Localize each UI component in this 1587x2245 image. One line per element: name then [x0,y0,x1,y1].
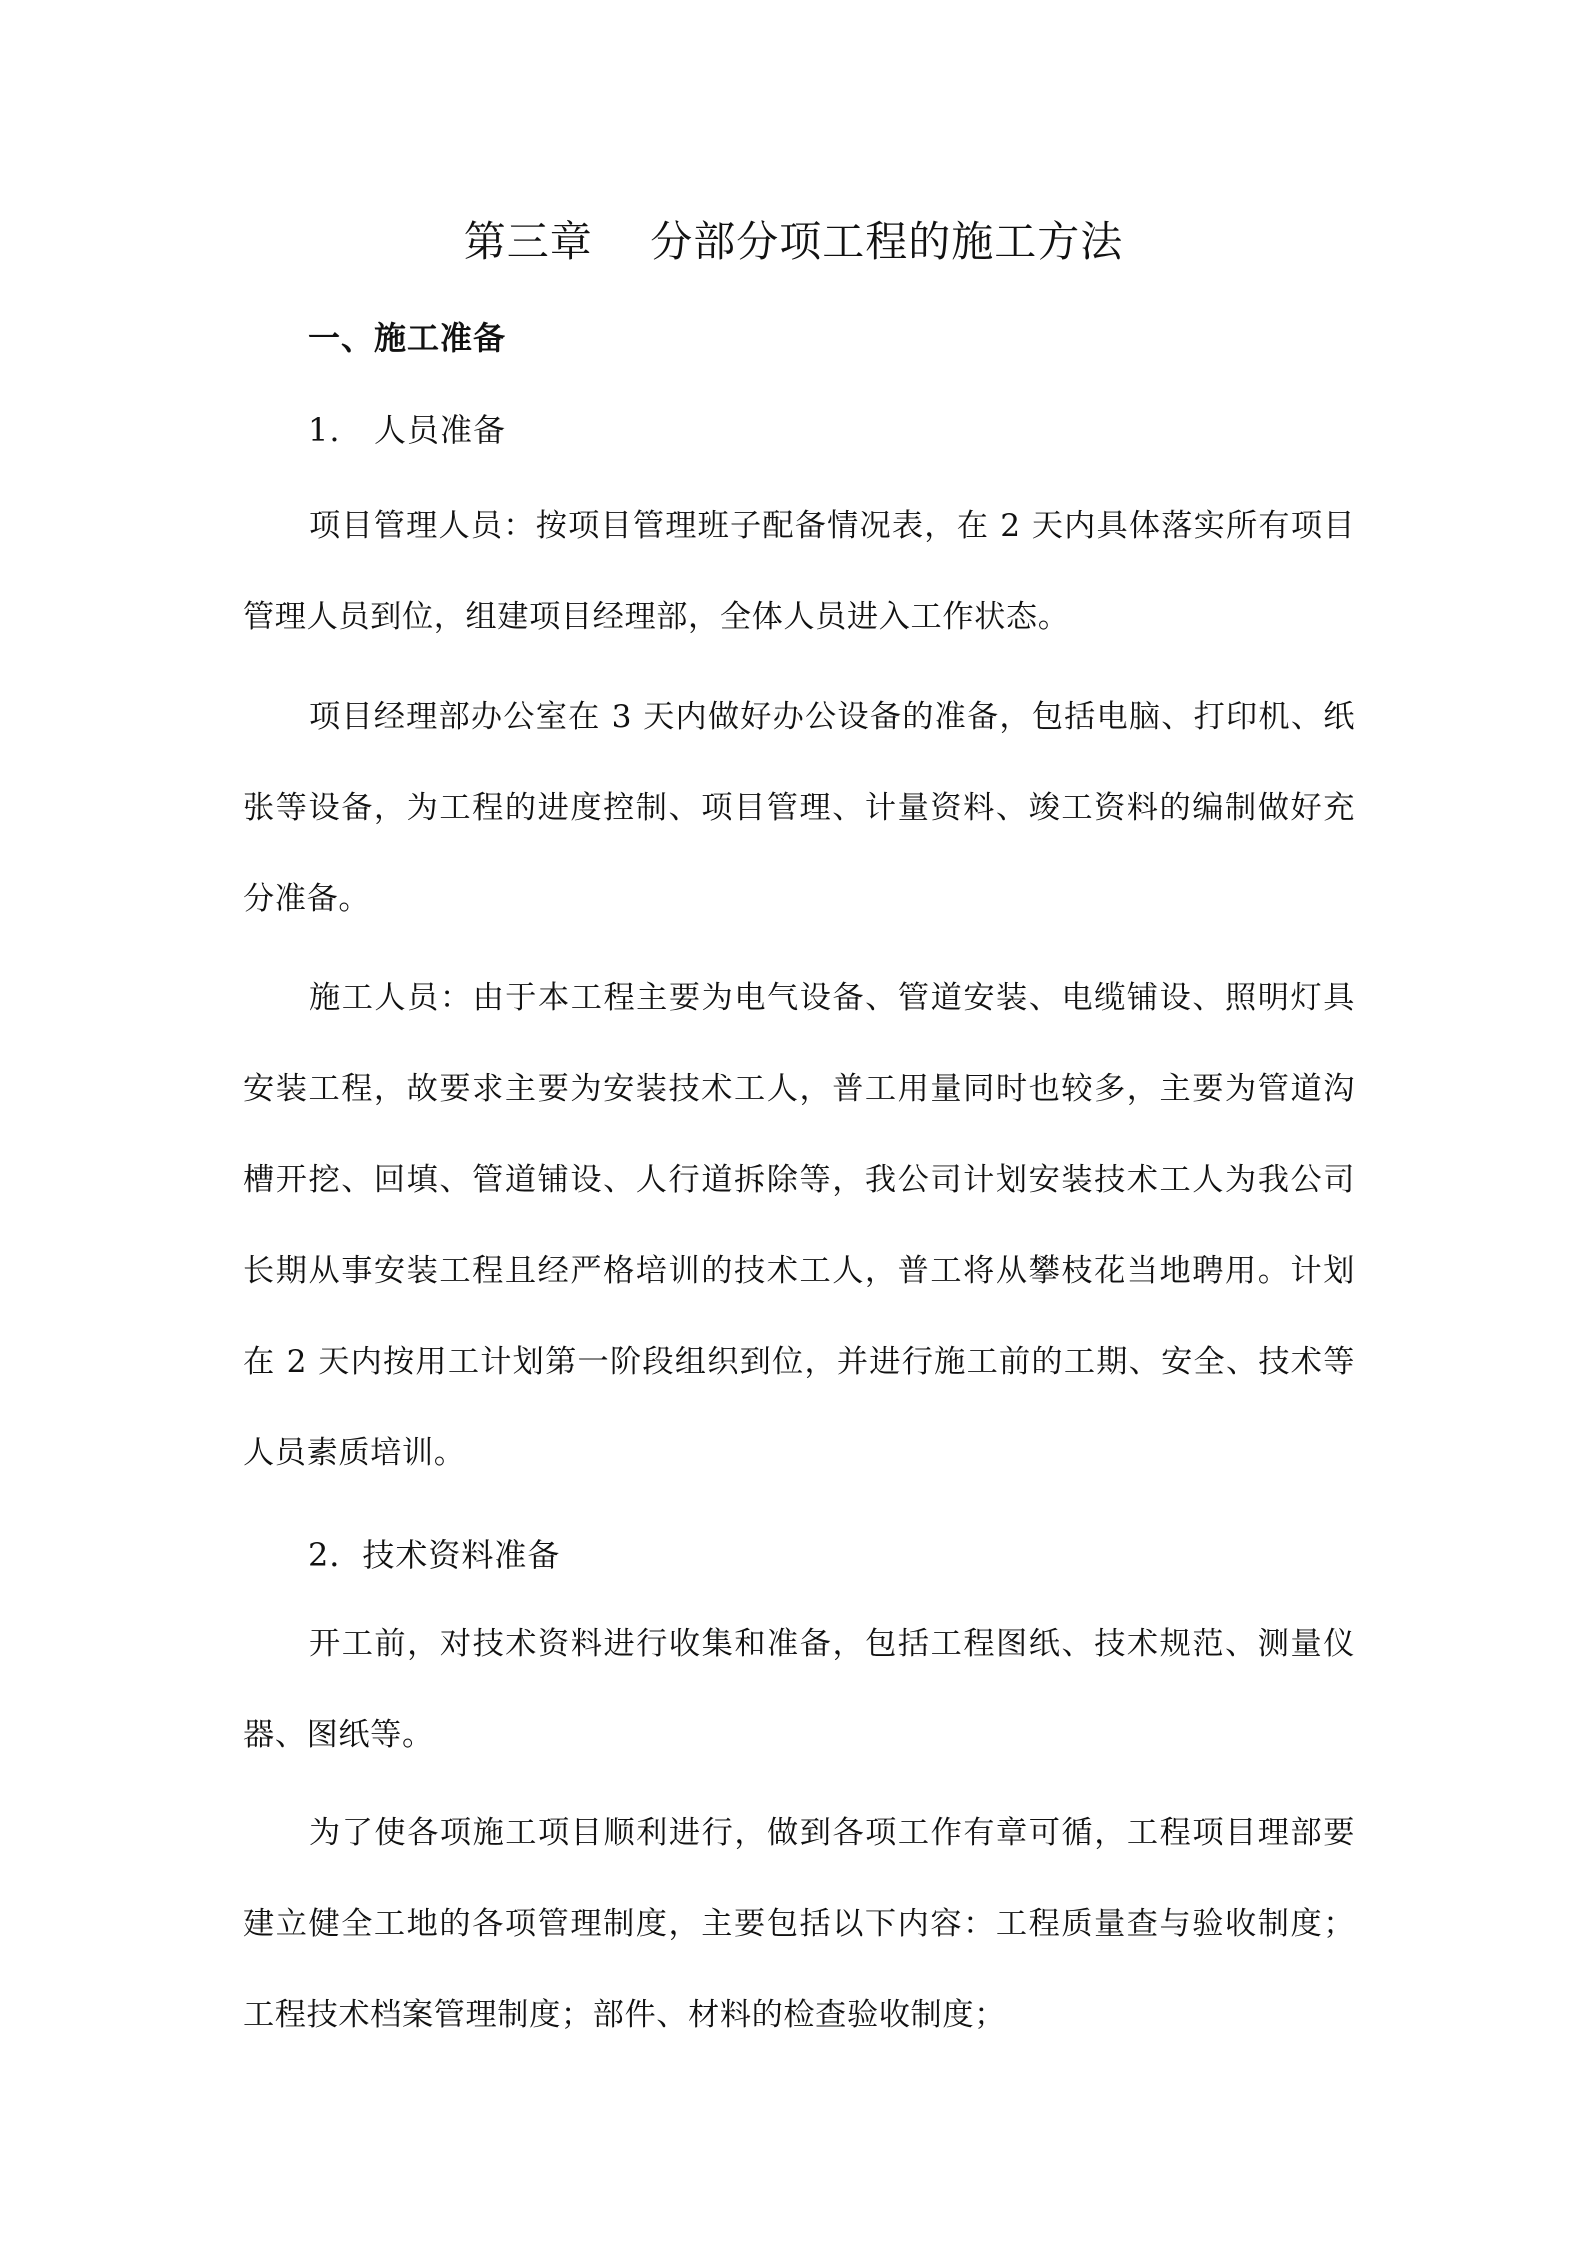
subsection-heading-personnel: 1. 人员准备 [308,411,507,449]
chapter-title: 第三章 分部分项工程的施工方法 [463,217,1124,266]
paragraph-office-preparation: 项目经理部办公室在 3 天内做好办公设备的准备，包括电脑、打印机、纸张等设备，为工程的进度控制、项目管理、计量资料、竣工资料的编制做好充分准备。 [243,699,1355,917]
subsection-heading-technical-documents: 2．技术资料准备 [308,1536,561,1574]
paragraph-construction-workers: 施工人员：由于本工程主要为电气设备、管道安装、电缆铺设、照明灯具安装工程，故要求主要为安装技术工人，普工用量同时也较多，主要为管道沟槽开挖、回填、管道铺设、人行道拆除等，我公司计划安装技术工人为我公司长期从事安装工程且经严格培训的技术工人，普工将从攀枝花当地聘用。计划在 2 天内按用工计划第一阶段组织到位，并进行施工前的工期、安全、技术等人员素质培训。 [243,980,1355,1471]
paragraph-project-management-staff: 项目管理人员：按项目管理班子配备情况表，在 2 天内具体落实所有项目管理人员到位，组建项目经理部，全体人员进入工作状态。 [243,508,1355,635]
paragraph-management-systems: 为了使各项施工项目顺利进行，做到各项工作有章可循，工程项目理部要建立健全工地的各项管理制度，主要包括以下内容：工程质量查与验收制度；工程技术档案管理制度；部件、材料的检查验收制度； [243,1815,1355,2033]
paragraph-technical-data-collection: 开工前，对技术资料进行收集和准备，包括工程图纸、技术规范、测量仪器、图纸等。 [243,1626,1355,1753]
section-heading: 一、施工准备 [308,319,507,357]
